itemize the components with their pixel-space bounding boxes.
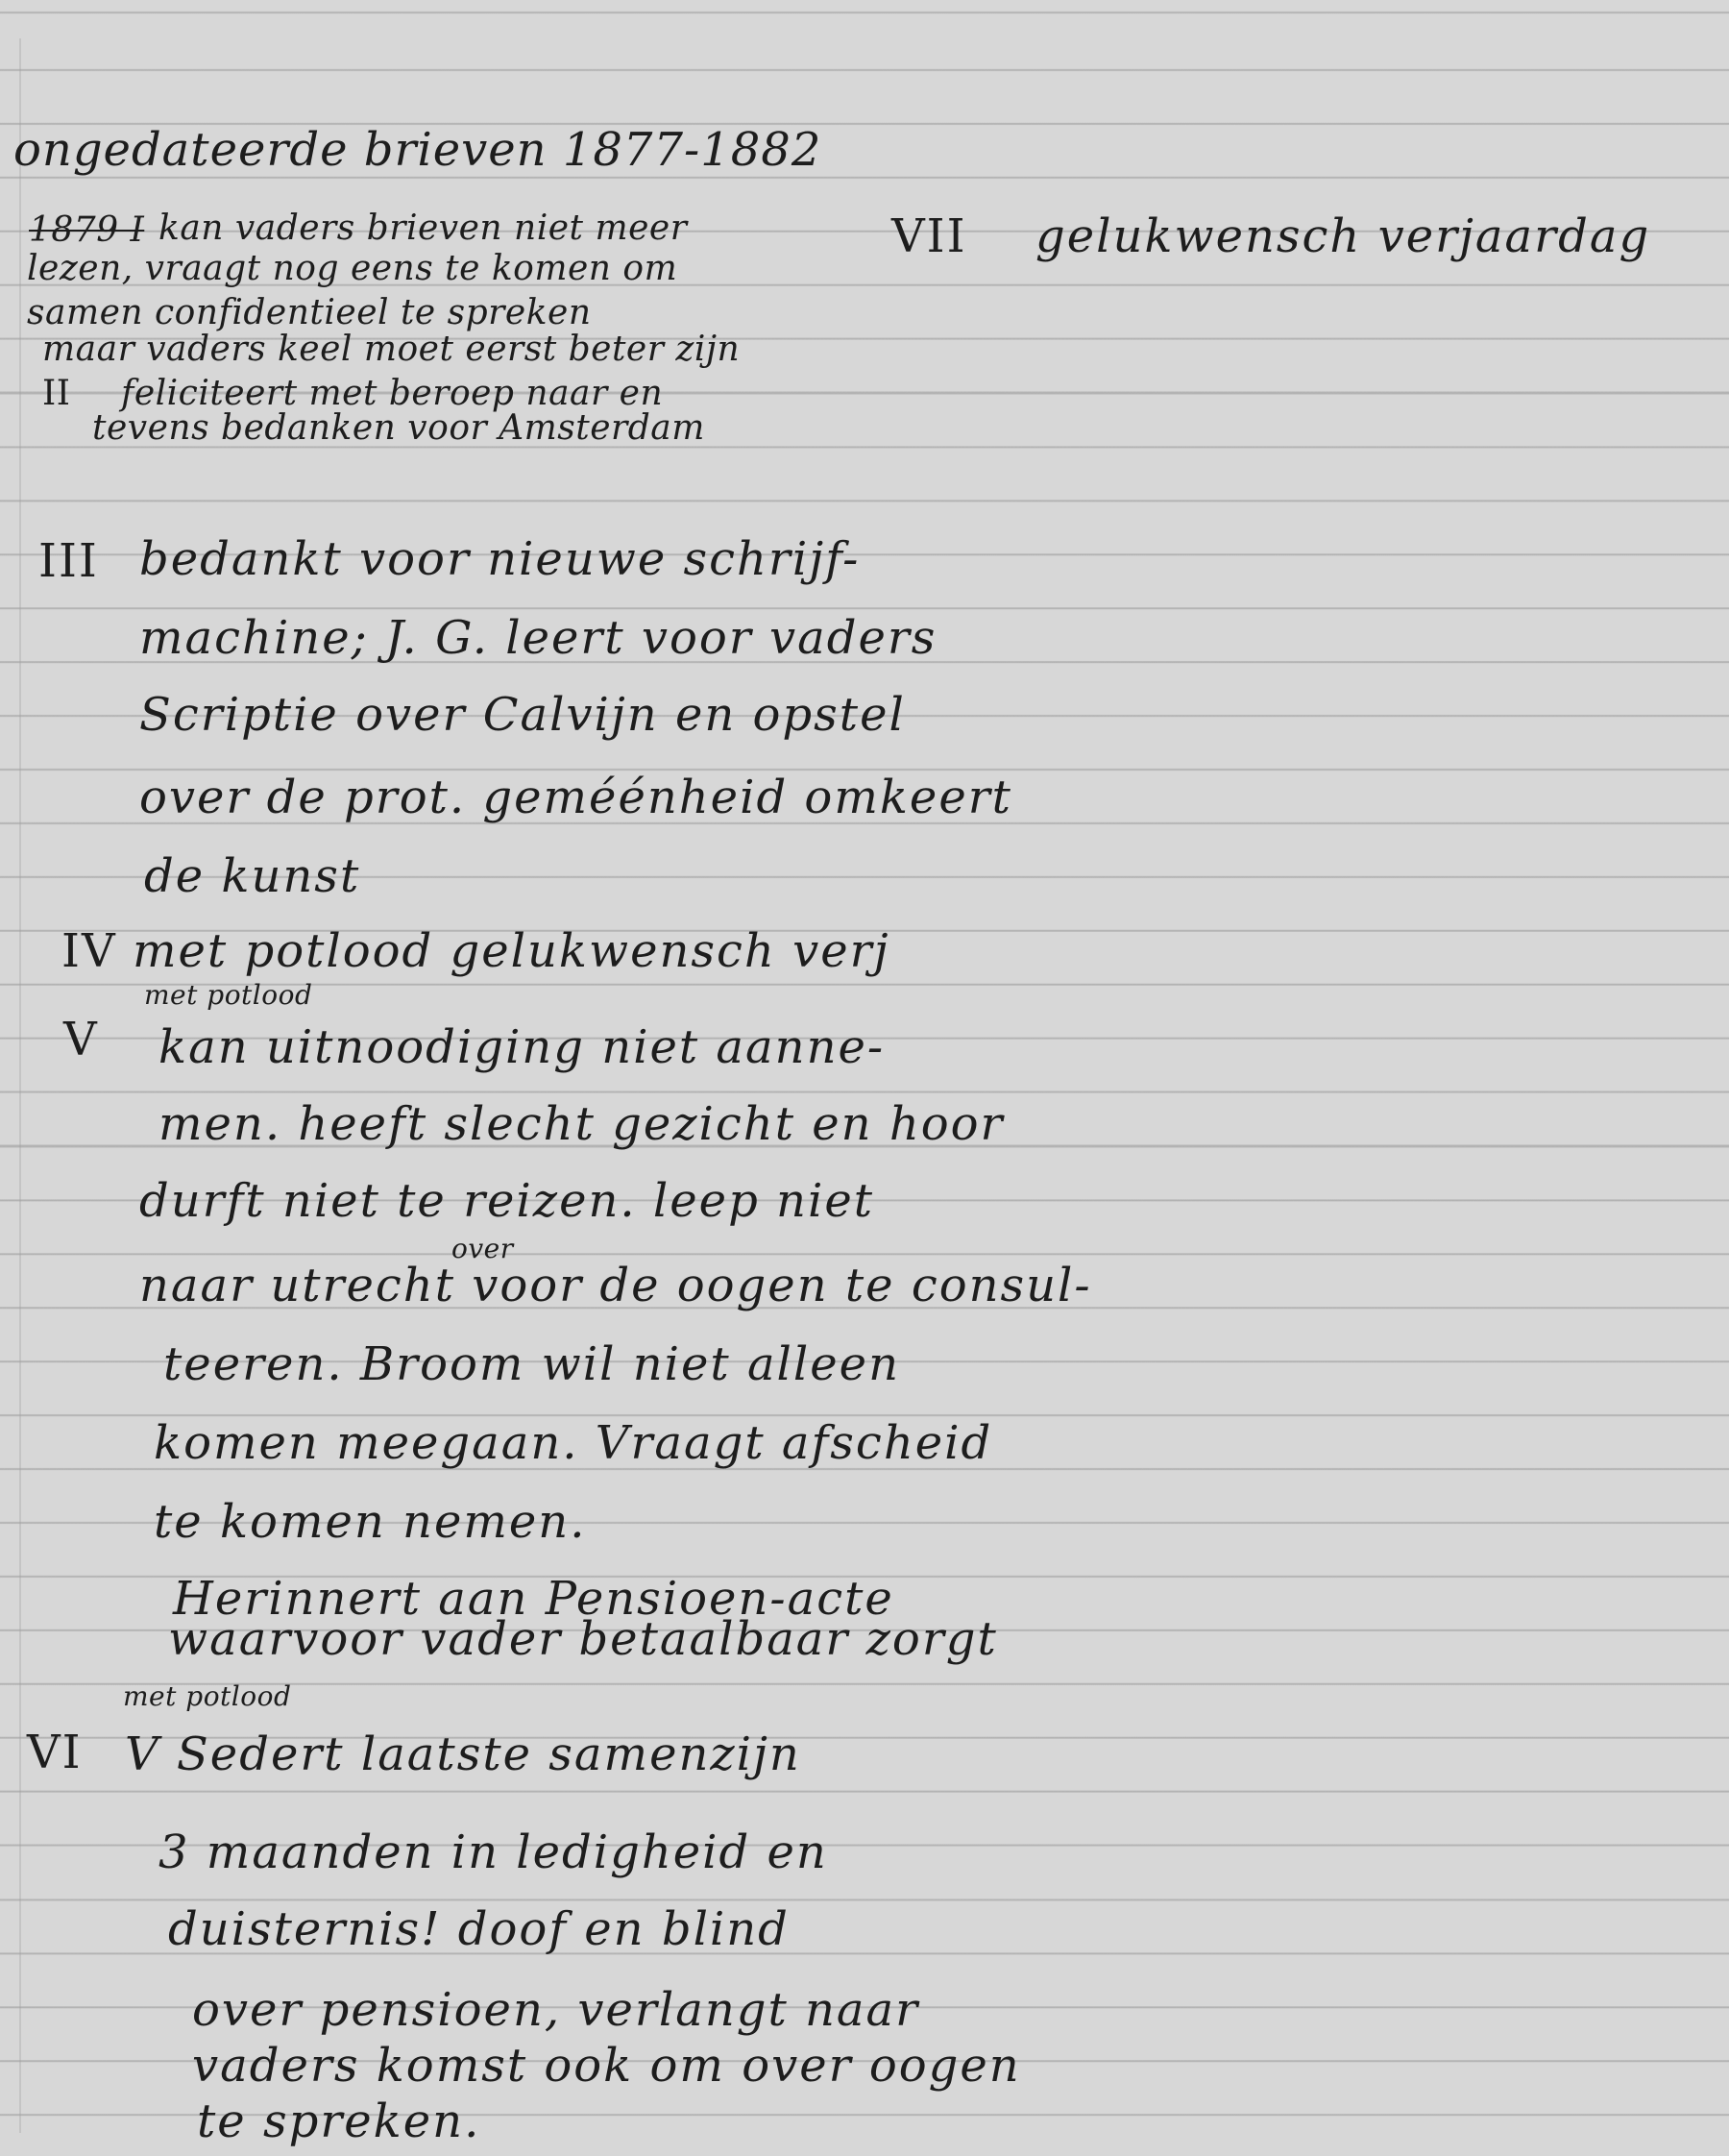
entry-IV-marker: IV [61,924,117,978]
entry-V-line-2: men. heeft slecht gezicht en hoor [158,1097,1005,1151]
entry-III-line-1: bedankt voor nieuwe schrijf- [139,532,861,586]
entry-I-line-2: lezen, vraagt nog eens te komen om [27,249,678,288]
entry-V-note: met potlood [144,979,313,1011]
entry-II-line-2: tevens bedanken voor Amsterdam [92,408,705,448]
entry-III-line-2: machine; J. G. leert voor vaders [139,611,938,665]
entry-VI-line-4: over pensioen, verlangt naar [192,1983,920,2037]
entry-III-marker: III [38,534,99,588]
entry-VI-note: met potlood [123,1680,292,1712]
entry-VI-line-2: 3 maanden in ledigheid en [158,1825,828,1879]
entry-V-line-5: teeren. Broom wil niet alleen [163,1337,900,1391]
entry-II-line-1: feliciteert met beroep naar en [121,374,664,413]
page-title: ongedateerde brieven 1877-1882 [13,123,822,177]
entry-V-line-6: komen meegaan. Vraagt afscheid [154,1416,993,1470]
entry-V-line-7: te komen nemen. [154,1495,587,1549]
entry-V-marker: V [63,1013,99,1066]
entry-II-marker: II [42,374,71,413]
entry-VI-marker: VI [27,1726,83,1779]
entry-V-line-1: kan uitnoodiging niet aanne- [158,1020,886,1074]
entry-I-line-1: kan vaders brieven niet meer [158,208,688,248]
page-edge-shadow [19,38,21,2133]
entry-VI-line-5: vaders komst ook om over oogen [192,2039,1021,2093]
entry-V-inserted-word: over [451,1233,514,1264]
entry-VII-marker: VII [891,209,967,263]
entry-I-marker: 1879 I [29,210,145,250]
entry-IV-line-1: met potlood gelukwensch verj [133,924,890,978]
entry-III-line-4: over de prot. geméénheid omkeert [139,771,1012,824]
entry-V-line-9: waarvoor vader betaalbaar zorgt [168,1612,998,1666]
entry-V-line-8: Herinnert aan Pensioen-acte [173,1572,894,1626]
entry-VI-line-3: duisternis! doof en blind [168,1902,790,1956]
entry-V-line-3: durft niet te reizen. leep niet [139,1174,875,1228]
entry-I-line-3: samen confidentieel te spreken [27,293,592,332]
entry-I-line-4: maar vaders keel moet eerst beter zijn [42,330,741,369]
entry-VII-line-1: gelukwensch verjaardag [1035,209,1651,263]
entry-III-line-5: de kunst [144,849,361,903]
entry-VI-line-6: te spreken. [197,2095,481,2148]
entry-VI-line-1: V Sedert laatste samenzijn [125,1727,801,1781]
entry-III-line-3: Scriptie over Calvijn en opstel [139,688,906,742]
entry-V-line-4: naar utrecht voor de oogen te consul- [139,1259,1092,1312]
